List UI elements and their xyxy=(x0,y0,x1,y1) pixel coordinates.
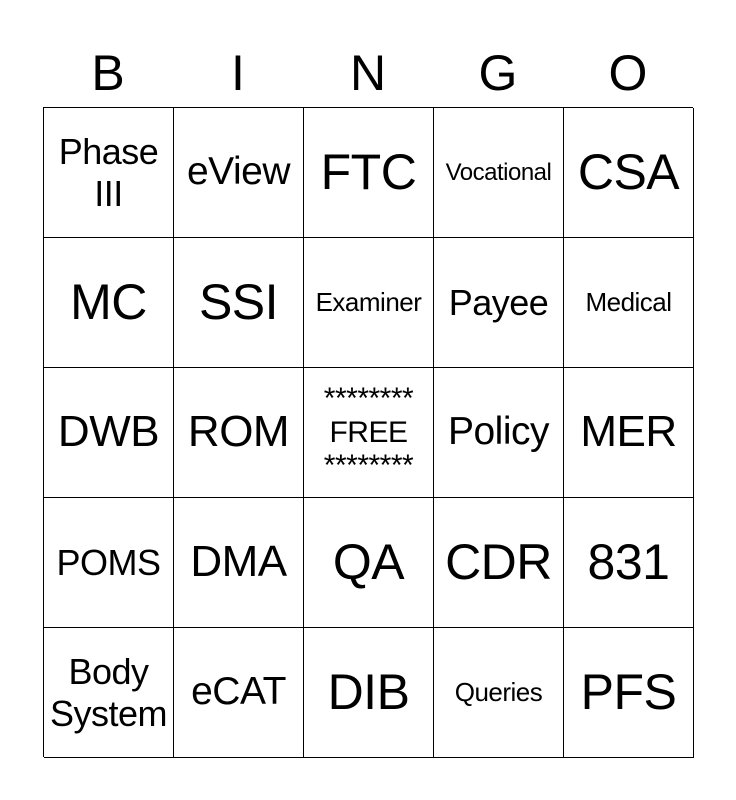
bingo-cell[interactable]: QA xyxy=(304,498,434,628)
header-letter-i: I xyxy=(231,45,245,101)
bingo-cell[interactable]: MC xyxy=(44,238,174,368)
bingo-cell[interactable]: ROM xyxy=(174,368,304,498)
bingo-cell[interactable]: Body System xyxy=(44,628,174,758)
bingo-cell[interactable]: Payee xyxy=(434,238,564,368)
bingo-cell[interactable]: MER xyxy=(564,368,694,498)
bingo-header xyxy=(43,38,693,108)
bingo-cell[interactable]: FTC xyxy=(304,108,434,238)
bingo-cell[interactable]: eCAT xyxy=(174,628,304,758)
bingo-grid xyxy=(43,107,693,757)
bingo-cell[interactable]: SSI xyxy=(174,238,304,368)
bingo-cell[interactable]: Vocational xyxy=(434,108,564,238)
bingo-cell[interactable]: Examiner xyxy=(304,238,434,368)
header-letter-n: N xyxy=(349,45,387,101)
bingo-cell[interactable]: Phase III xyxy=(44,108,174,238)
bingo-cell[interactable]: Queries xyxy=(434,628,564,758)
bingo-cell[interactable]: DWB xyxy=(44,368,174,498)
bingo-cell[interactable]: DIB xyxy=(304,628,434,758)
header-letter-b: B xyxy=(91,45,125,101)
header-letter-o: O xyxy=(608,45,648,101)
bingo-cell[interactable]: Medical xyxy=(564,238,694,368)
bingo-cell[interactable]: DMA xyxy=(174,498,304,628)
bingo-cell[interactable]: eView xyxy=(174,108,304,238)
header-letter-g: G xyxy=(478,45,518,101)
bingo-cell[interactable]: PFS xyxy=(564,628,694,758)
bingo-cell[interactable]: POMS xyxy=(44,498,174,628)
bingo-cell[interactable]: CSA xyxy=(564,108,694,238)
bingo-cell[interactable]: CDR xyxy=(434,498,564,628)
bingo-cell[interactable]: Policy xyxy=(434,368,564,498)
bingo-cell[interactable]: 831 xyxy=(564,498,694,628)
free-space-cell[interactable]: ******** FREE ******** xyxy=(304,368,434,498)
